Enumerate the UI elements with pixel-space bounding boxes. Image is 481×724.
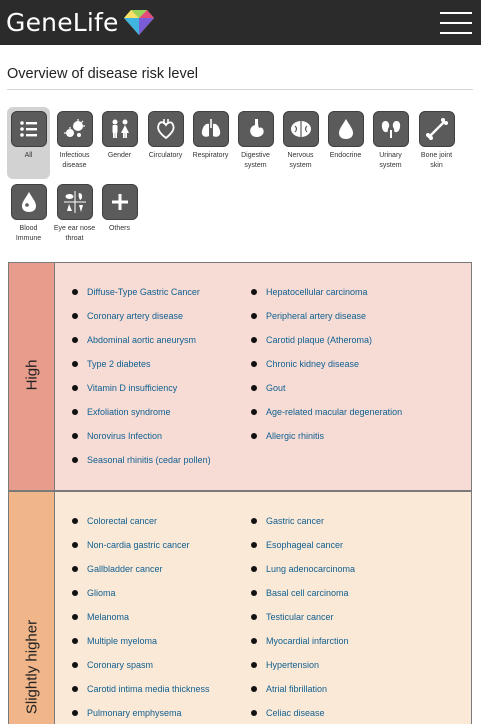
gem-logo-icon [123,8,155,36]
disease-link[interactable]: Vitamin D insufficiency [87,383,178,393]
disease-link[interactable]: Age-related macular degeneration [266,407,403,417]
category-label: All [24,152,33,159]
disease-link[interactable]: Myocardial infarction [266,636,349,646]
risk-level-label-cell [9,492,55,724]
disease-list [55,492,471,724]
disease-link[interactable]: Peripheral artery disease [266,311,367,321]
category-gender[interactable] [98,107,141,161]
disease-link[interactable]: Norovirus Infection [87,431,163,441]
category-respiratory[interactable] [189,107,232,161]
disease-link[interactable]: Glioma [87,588,116,598]
category-digestive-system[interactable] [234,107,277,170]
disease-link[interactable]: Lung adenocarcinoma [266,564,356,574]
disease-link[interactable]: Non-cardia gastric cancer [87,540,190,550]
disease-link[interactable]: Gastric cancer [266,516,325,526]
disease-link[interactable]: Carotid plaque (Atheroma) [266,335,373,345]
category-all[interactable] [7,107,50,179]
logo-text: GeneLife [6,7,119,37]
disease-link[interactable]: Testicular cancer [266,612,334,622]
disease-link[interactable]: Basal cell carcinoma [266,588,349,598]
category-bone-joint-skin[interactable] [415,107,458,170]
disease-link[interactable]: Hepatocellular carcinoma [266,287,368,297]
disease-link[interactable]: Celiac disease [266,708,325,718]
disease-link[interactable]: Diffuse-Type Gastric Cancer [87,287,200,297]
category-eye-ear-nose-throat[interactable] [53,180,96,243]
category-label: Gender [107,152,132,159]
blood-drop-icon [11,184,47,220]
disease-link[interactable]: Gallbladder cancer [87,564,163,574]
app-header [0,0,481,45]
hamburger-menu-icon[interactable] [440,12,472,34]
bone-icon [419,111,455,147]
category-urinary-system[interactable] [369,107,412,170]
disease-link[interactable]: Seasonal rhinitis (cedar pollen) [87,455,211,465]
category-label: Infectious disease [59,152,90,169]
plus-icon [102,184,138,220]
drop-icon [328,111,364,147]
disease-link[interactable]: Esophageal cancer [266,540,344,550]
disease-link[interactable]: Atrial fibrillation [266,684,328,694]
disease-link[interactable]: Allergic rhinitis [266,431,325,441]
disease-link[interactable]: Coronary spasm [87,660,154,670]
category-circulatory[interactable] [144,107,187,161]
category-endocrine[interactable] [324,107,367,161]
category-blood-immune[interactable] [7,180,50,243]
disease-link[interactable]: Colorectal cancer [87,516,158,526]
disease-link[interactable]: Chronic kidney disease [266,359,360,369]
risk-level-slightly-higher [8,491,472,724]
disease-link[interactable]: Type 2 diabetes [87,359,151,369]
risk-level-label-cell [9,263,55,490]
category-label: Circulatory [148,152,183,159]
disease-link[interactable]: Coronary artery disease [87,311,184,321]
category-nervous-system[interactable] [279,107,322,170]
virus-icon [57,111,93,147]
category-label: Digestive system [241,152,270,169]
category-label: Endocrine [329,152,362,159]
heart-icon [148,111,184,147]
disease-link[interactable]: Carotid intima media thickness [87,684,210,694]
risk-level-high [8,262,472,491]
disease-link[interactable]: Hypertension [266,660,320,670]
disease-list [55,263,471,490]
disease-link[interactable]: Abdominal aortic aneurysm [87,335,197,345]
title-divider [7,89,473,90]
disease-link[interactable]: Melanoma [87,612,130,622]
kidney-icon [373,111,409,147]
eye-ear-nose-throat-icon [57,184,93,220]
category-label: Blood Immune [15,225,42,242]
category-label: Nervous system [287,152,314,169]
genelife-logo[interactable] [6,6,155,38]
disease-link[interactable]: Exfoliation syndrome [87,407,171,417]
category-label: Others [108,225,130,232]
category-others[interactable] [98,180,141,234]
list-icon [11,111,47,147]
risk-level-label: Slightly higher [23,619,40,715]
brain-icon [283,111,319,147]
male-female-icon [102,111,138,147]
disease-link[interactable]: Multiple myeloma [87,636,158,646]
category-label: Eye ear nose throat [53,225,96,242]
disease-link[interactable]: Pulmonary emphysema [87,708,182,718]
category-label: Respiratory [192,152,229,159]
category-label: Bone joint skin [420,152,453,169]
category-infectious-disease[interactable] [53,107,96,170]
disease-link[interactable]: Gout [266,383,286,393]
category-label: Urinary system [379,152,402,169]
page-title: Overview of disease risk level [7,66,198,82]
lungs-icon [193,111,229,147]
risk-level-label: High [23,359,40,391]
stomach-icon [238,111,274,147]
